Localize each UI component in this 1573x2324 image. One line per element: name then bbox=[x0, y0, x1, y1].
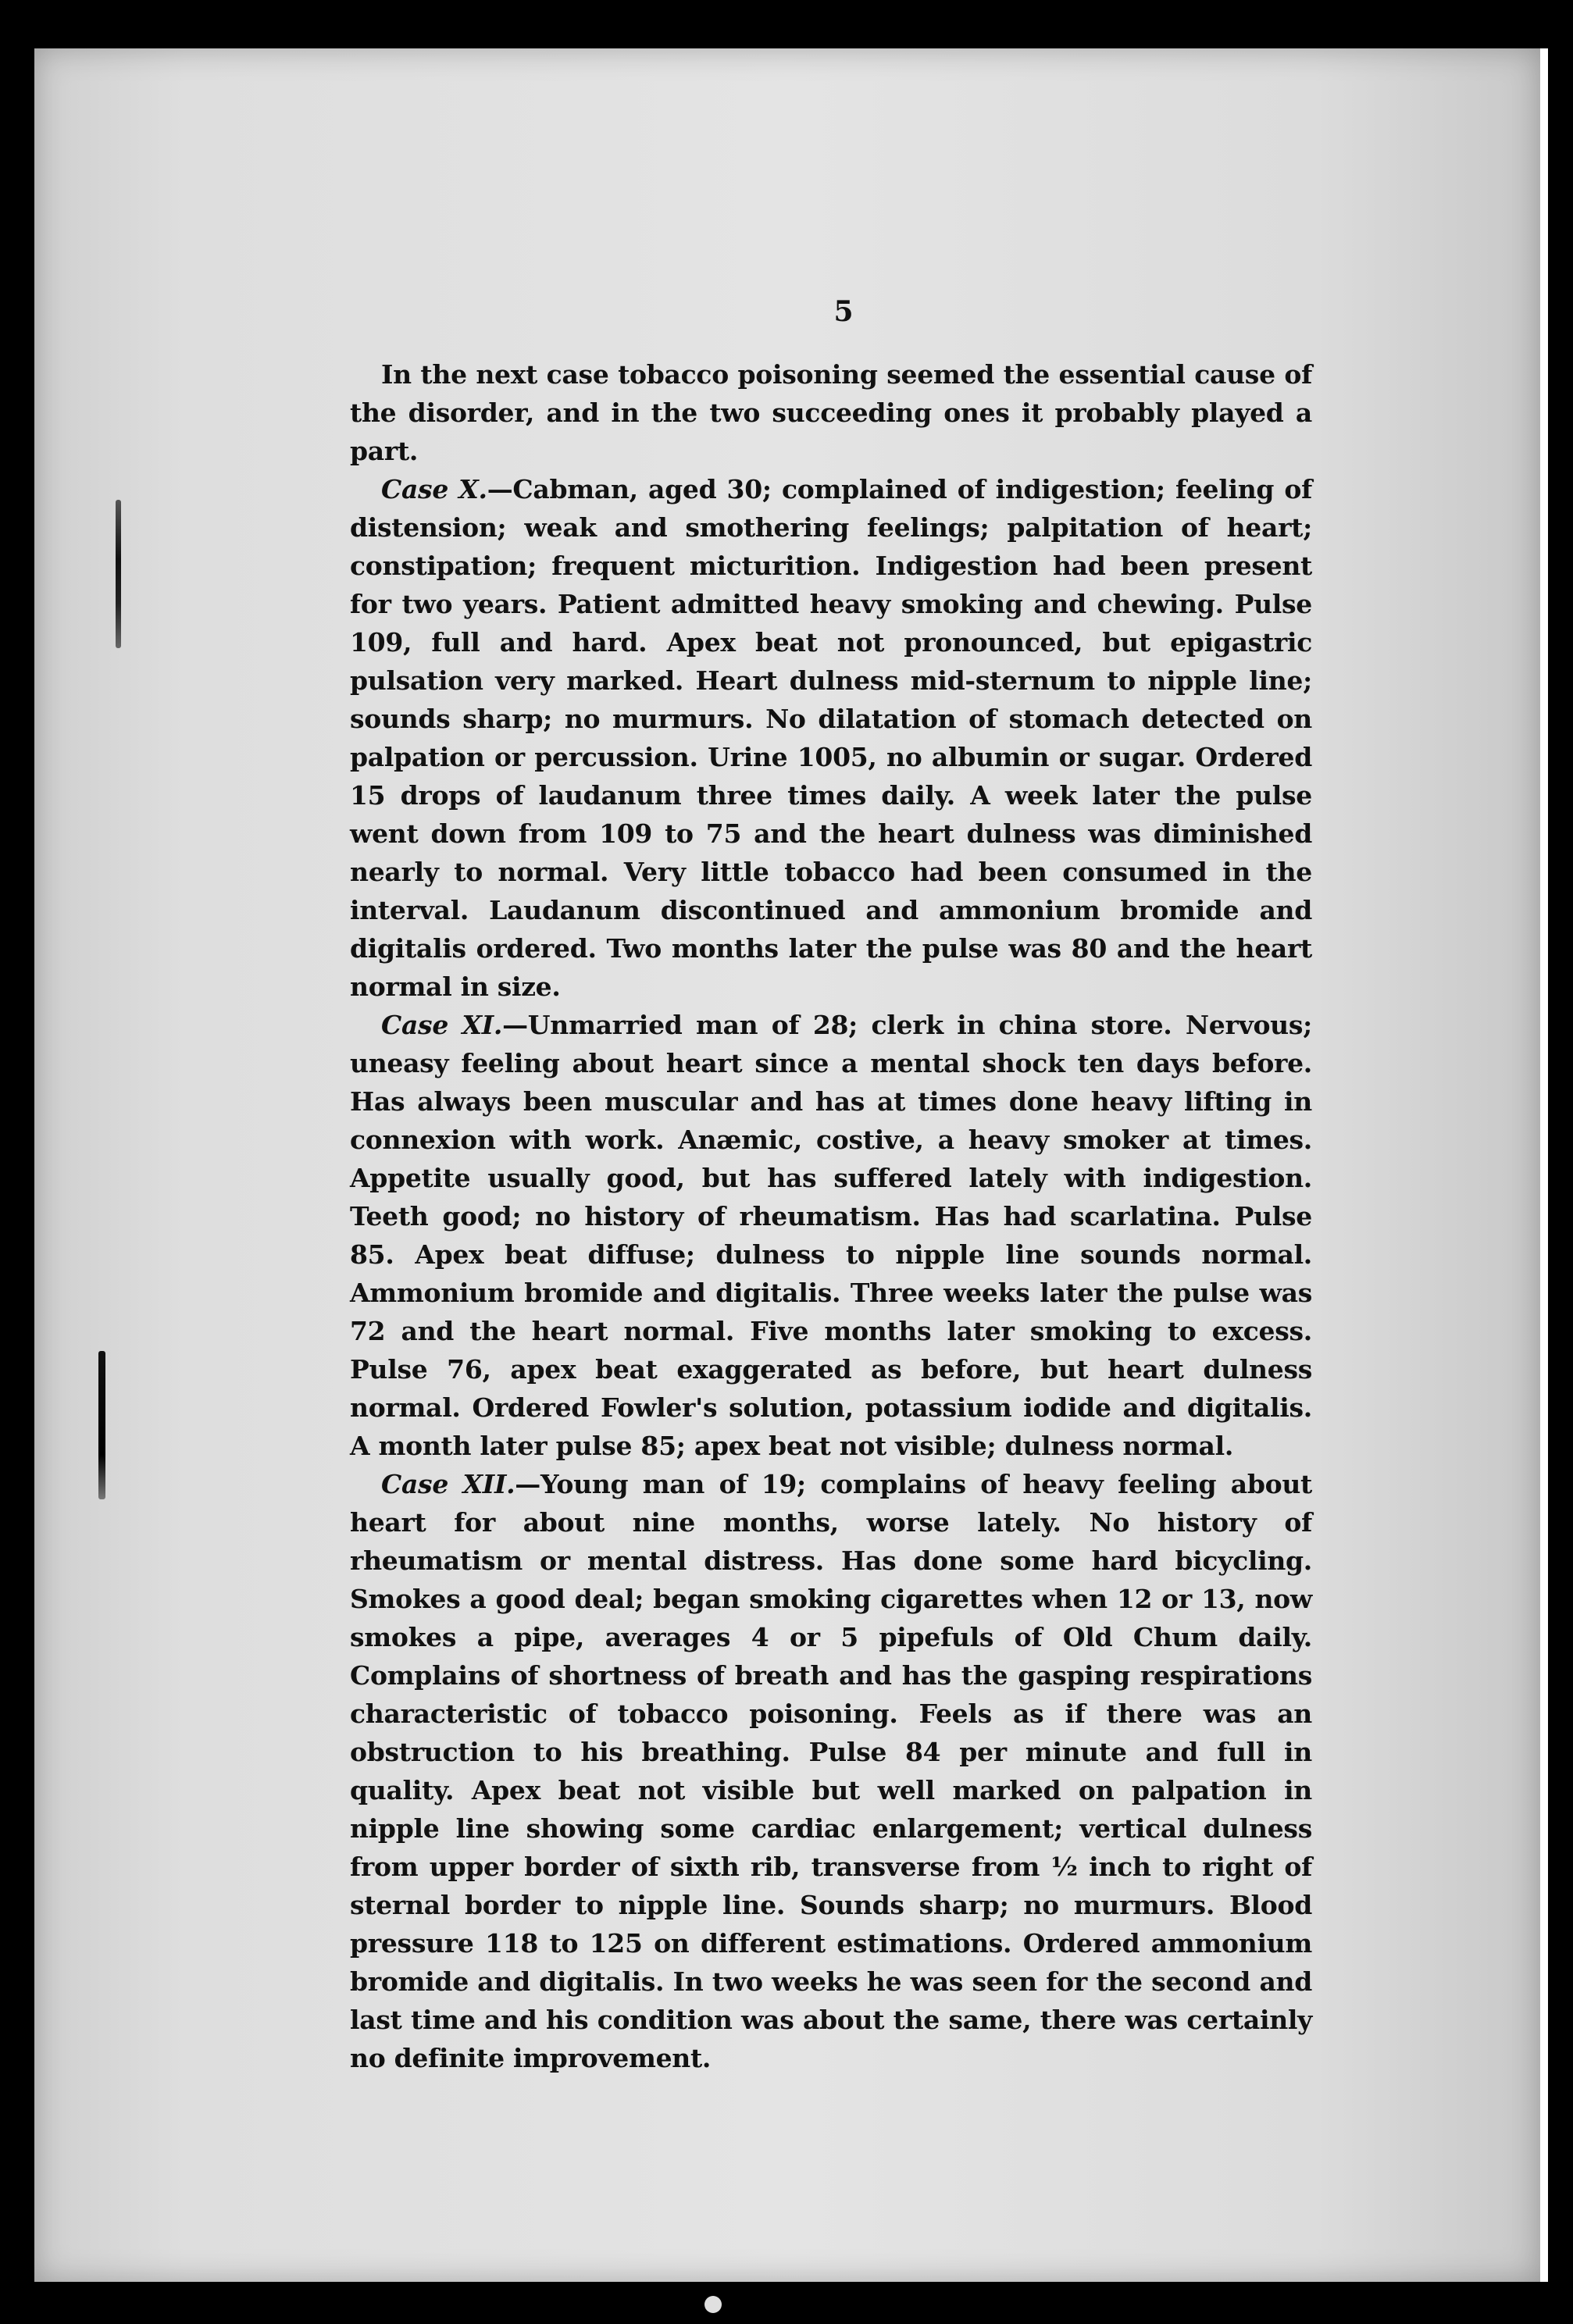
body-text bbox=[350, 355, 1312, 2077]
paragraph-text: —Cabman, aged 30; complained of indigestion; feeling of distension; weak and smothering feelings; palpitation of heart; constipation; frequent micturition. Indigestion had been present for two years. Patient admitted heavy smoking and chewing. Pulse 109, full and hard. Apex beat not pronounced, but epigastric pulsation very marked. Heart dulness mid-sternum to nipple line; sounds sharp; no murmurs. No dilatation of stomach detected on palpation or percussion. Urine 1005, no albumin or sugar. Ordered 15 drops of laudanum three times daily. A week later the pulse went down from 109 to 75 and the heart dulness was diminished nearly to normal. Very little tobacco had been consumed in the interval. Laudanum discontinued and ammonium bromide and digitalis ordered. Two months later the pulse was 80 and the heart normal in size. bbox=[350, 474, 1312, 1002]
paragraph-text: In the next case tobacco poisoning seemed the essential cause of the disorder, and in the two succeeding ones it probably played a part. bbox=[350, 359, 1312, 466]
case-label: Case X. bbox=[381, 474, 487, 504]
paragraph-case-x bbox=[350, 470, 1312, 1006]
margin-pencil-mark bbox=[116, 500, 121, 648]
paragraph-intro bbox=[350, 355, 1312, 470]
case-label: Case XI. bbox=[381, 1010, 503, 1040]
scan-artifact bbox=[704, 2296, 722, 2313]
paragraph-case-xii bbox=[350, 1465, 1312, 2077]
paragraph-case-xi bbox=[350, 1006, 1312, 1465]
paragraph-text: —Unmarried man of 28; clerk in china store. Nervous; uneasy feeling about heart since a mental shock ten days before. Has always been muscular and has at times done heavy lifting in connexion with work. Anæmic, costive, a heavy smoker at times. Appetite usually good, but has suffered lately with indigestion. Teeth good; no history of rheumatism. Has had scarlatina. Pulse 85. Apex beat diffuse; dulness to nipple line sounds normal. Ammonium bromide and digitalis. Three weeks later the pulse was 72 and the heart normal. Five months later smoking to excess. Pulse 76, apex beat exaggerated as before, but heart dulness normal. Ordered Fowler's solution, potassium iodide and digitalis. A month later pulse 85; apex beat not visible; dulness normal. bbox=[350, 1010, 1313, 1461]
page-number: 5 bbox=[833, 295, 854, 328]
page-edge bbox=[1540, 48, 1548, 2282]
paragraph-text: —Young man of 19; complains of heavy feeling about heart for about nine months, worse lately. No history of rheumatism or mental distress. Has done some hard bicycling. Smokes a good deal; began smoking cigarettes when 12 or 13, now smokes a pipe, averages 4 or 5 pipefuls of Old Chum daily. Complains of shortness of breath and has the gasping respirations characteristic of tobacco poisoning. Feels as if there was an obstruction to his breathing. Pulse 84 per minute and full in quality. Apex beat not visible but well marked on palpation in nipple line showing some cardiac enlargement; vertical dulness from upper border of sixth rib, transverse from ½ inch to right of sternal border to nipple line. Sounds sharp; no murmurs. Blood pressure 118 to 125 on different estimations. Ordered ammonium bromide and digitalis. In two weeks he was seen for the second and last time and his condition was about the same, there was certainly no definite improvement. bbox=[350, 1469, 1312, 2073]
case-label: Case XII. bbox=[381, 1469, 515, 1499]
margin-pencil-mark bbox=[98, 1351, 105, 1499]
